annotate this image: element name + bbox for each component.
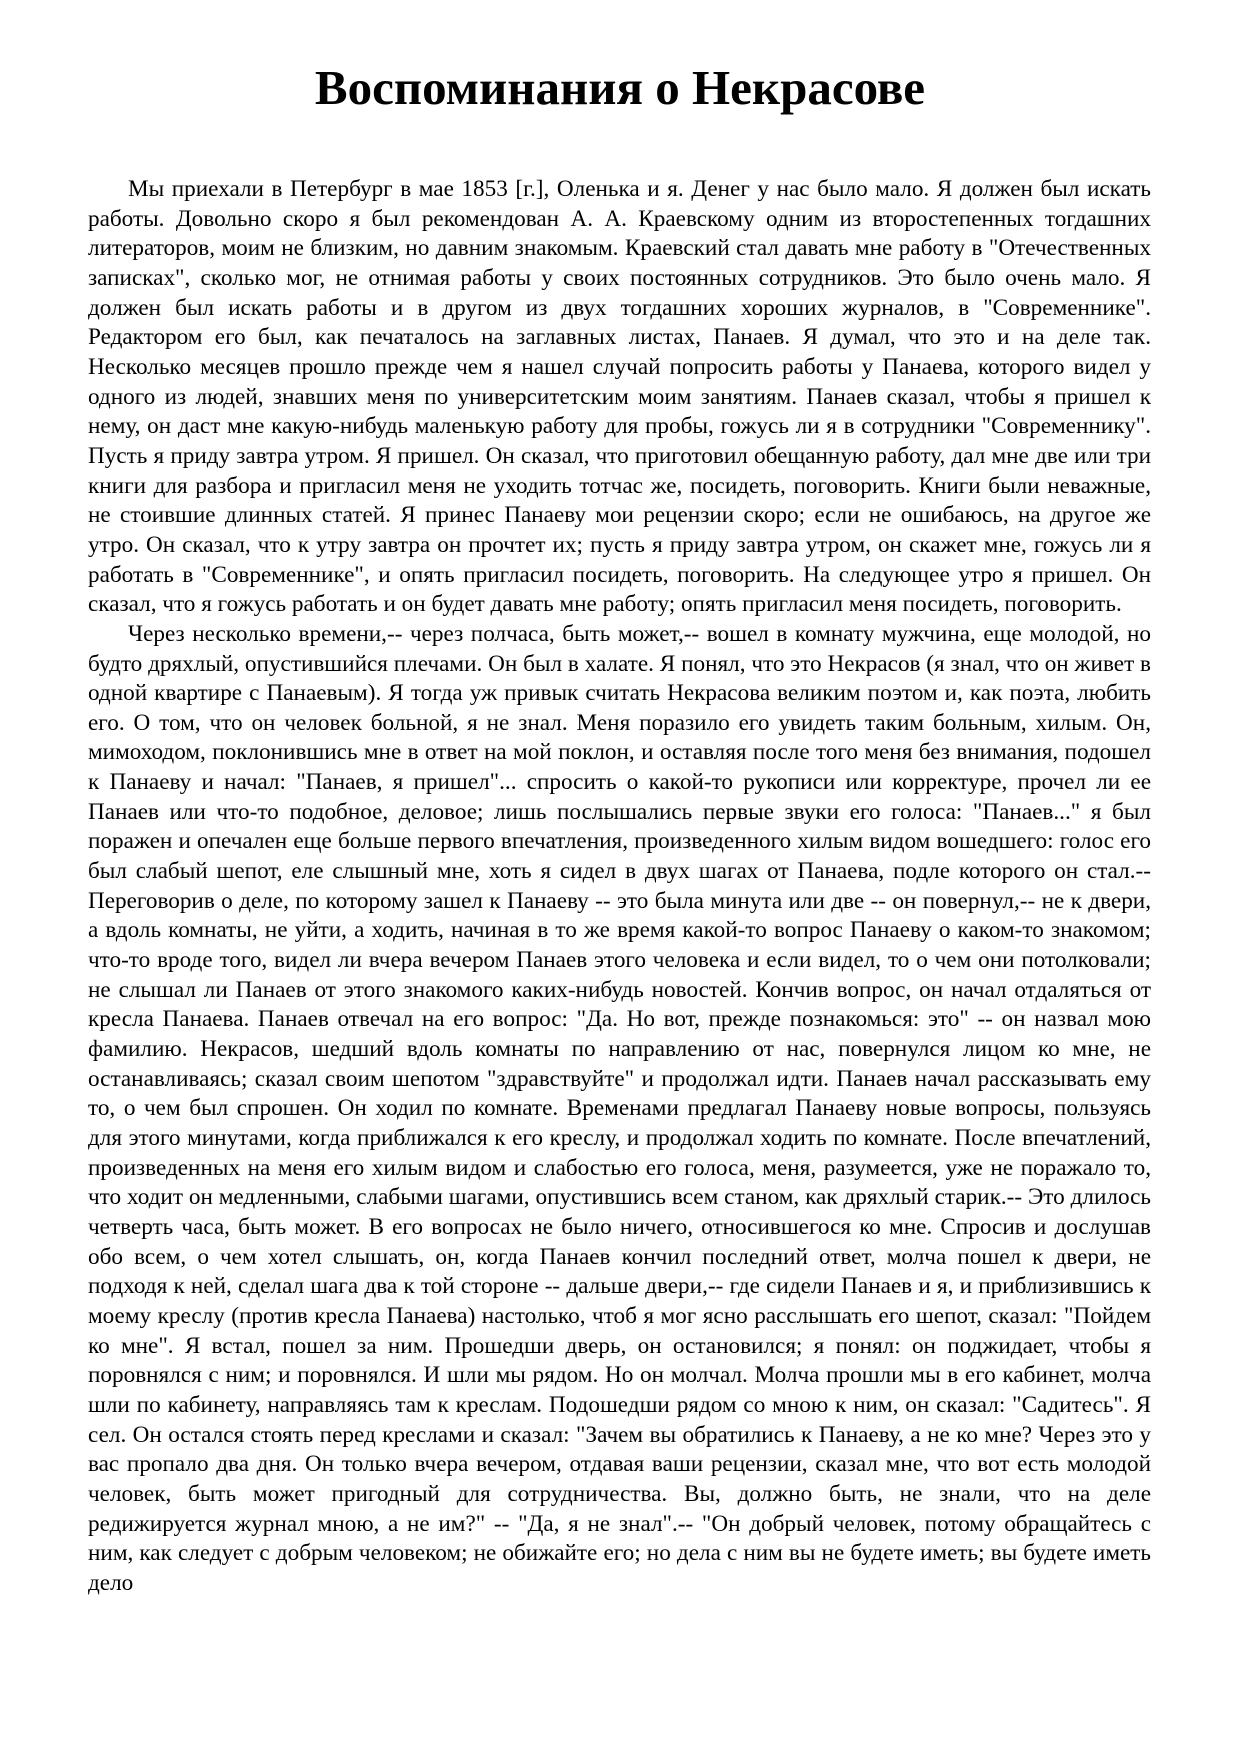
document-body: [88, 175, 1151, 1599]
document-title: Воспоминания о Некрасове: [314, 60, 926, 115]
paragraph: Через несколько времени,-- через полчаса, быть может,-- вошел в комнату мужчина, еще молодой, но будто дряхлый, опустившийся плечами. Он был в халате. Я понял, что это Некрасов (я знал, что он живет в одной квартире с Панаевым). Я тогда уж привык считать Некрасова великим поэтом и, как поэта, любить его. О том, что он человек больной, я не знал. Меня поразило его увидеть таким больным, хилым. Он, мимоходом, поклонившись мне в ответ на мой поклон, и оставляя после того меня без внимания, подошел к Панаеву и начал: "Панаев, я пришел"... спросить о какой-то рукописи или корректуре, прочел ли ее Панаев или что-то подобное, деловое; лишь послышались первые звуки его голоса: "Панаев..." я был поражен и опечален еще больше первого впечатления, произведенного хилым видом вошедшего: голос его был слабый шепот, еле слышный мне, хоть я сидел в двух шагах от Панаева, подле которого он стал.-- Переговорив о деле, по которому зашел к Панаеву -- это была минута или две -- он повернул,-- не к двери, а вдоль комнаты, не уйти, а ходить, начиная в то же время какой-то вопрос Панаеву о каком-то знакомом; что-то вроде того, видел ли вчера вечером Панаев этого человека и если видел, то о чем они потолковали; не слышал ли Панаев от этого знакомого каких-нибудь новостей. Кончив вопрос, он начал отдаляться от кресла Панаева. Панаев отвечал на его вопрос: "Да. Но вот, прежде познакомься: это" -- он назвал мою фамилию. Некрасов, шедший вдоль комнаты по направлению от нас, повернулся лицом ко мне, не останавливаясь; сказал своим шепотом "здравствуйте" и продолжал идти. Панаев начал рассказывать ему то, о чем был спрошен. Он ходил по комнате. Временами предлагал Панаеву новые вопросы, пользуясь для этого минутами, когда приближался к его креслу, и продолжал ходить по комнате. После впечатлений, произведенных на меня его хилым видом и слабостью его голоса, меня, разумеется, уже не поражало то, что ходит он медленными, слабыми шагами, опустившись всем станом, как дряхлый старик.-- Это длилось четверть часа, быть может. В его вопросах не было ничего, относившегося ко мне. Спросив и дослушав обо всем, о чем хотел слышать, он, когда Панаев кончил последний ответ, молча пошел к двери, не подходя к ней, сделал шага два к той стороне -- дальше двери,-- где сидели Панаев и я, и приблизившись к моему креслу (против кресла Панаева) настолько, чтоб я мог ясно расслышать его шепот, сказал: "Пойдем ко мне". Я встал, пошел за ним. Прошедши дверь, он остановился; я понял: он поджидает, чтобы я поровнялся с ним; и поровнялся. И шли мы рядом. Но он молчал. Молча прошли мы в его кабинет, молча шли по кабинету, направляясь там к креслам. Подошедши рядом со мною к ним, он сказал: "Садитесь". Я сел. Он остался стоять перед креслами и сказал: "Зачем вы обратились к Панаеву, а не ко мне? Через это у вас пропало два дня. Он только вчера вечером, отдавая ваши рецензии, сказал мне, что вот есть молодой человек, быть может пригодный для сотрудничества. Вы, должно быть, не знали, что на деле редижируется журнал мною, а не им?" -- "Да, я не знал".-- "Он добрый человек, потому обращайтесь с ним, как следует с добрым человеком; не обижайте его; но дела с ним вы не будете иметь; вы будете иметь дело: [88, 620, 1151, 1596]
paragraph: Мы приехали в Петербург в мае 1853 [г.], Оленька и я. Денег у нас было мало. Я должен был искать работы. Довольно скоро я был рекомендован А. А. Краевскому одним из второстепенных тогдашних литераторов, моим не близким, но давним знакомым. Краевский стал давать мне работу в "Отечественных записках", сколько мог, не отнимая работы у своих постоянных сотрудников. Это было очень мало. Я должен был искать работы и в другом из двух тогдашних хороших журналов, в "Современнике". Редактором его был, как печаталось на заглавных листах, Панаев. Я думал, что это и на деле так. Несколько месяцев прошло прежде чем я нашел случай попросить работы у Панаева, которого видел у одного из людей, знавших меня по университетским моим занятиям. Панаев сказал, чтобы я пришел к нему, он даст мне какую-нибудь маленькую работу для пробы, гожусь ли я в сотрудники "Современнику". Пусть я приду завтра утром. Я пришел. Он сказал, что приготовил обещанную работу, дал мне две или три книги для разбора и пригласил меня не уходить тотчас же, посидеть, поговорить. Книги были неважные, не стоившие длинных статей. Я принес Панаеву мои рецензии скоро; если не ошибаюсь, на другое же утро. Он сказал, что к утру завтра он прочтет их; пусть я приду завтра утром, он скажет мне, гожусь ли я работать в "Современнике", и опять пригласил посидеть, поговорить. На следующее утро я пришел. Он сказал, что я гожусь работать и он будет давать мне работу; опять пригласил меня посидеть, поговорить.: [88, 176, 1151, 618]
